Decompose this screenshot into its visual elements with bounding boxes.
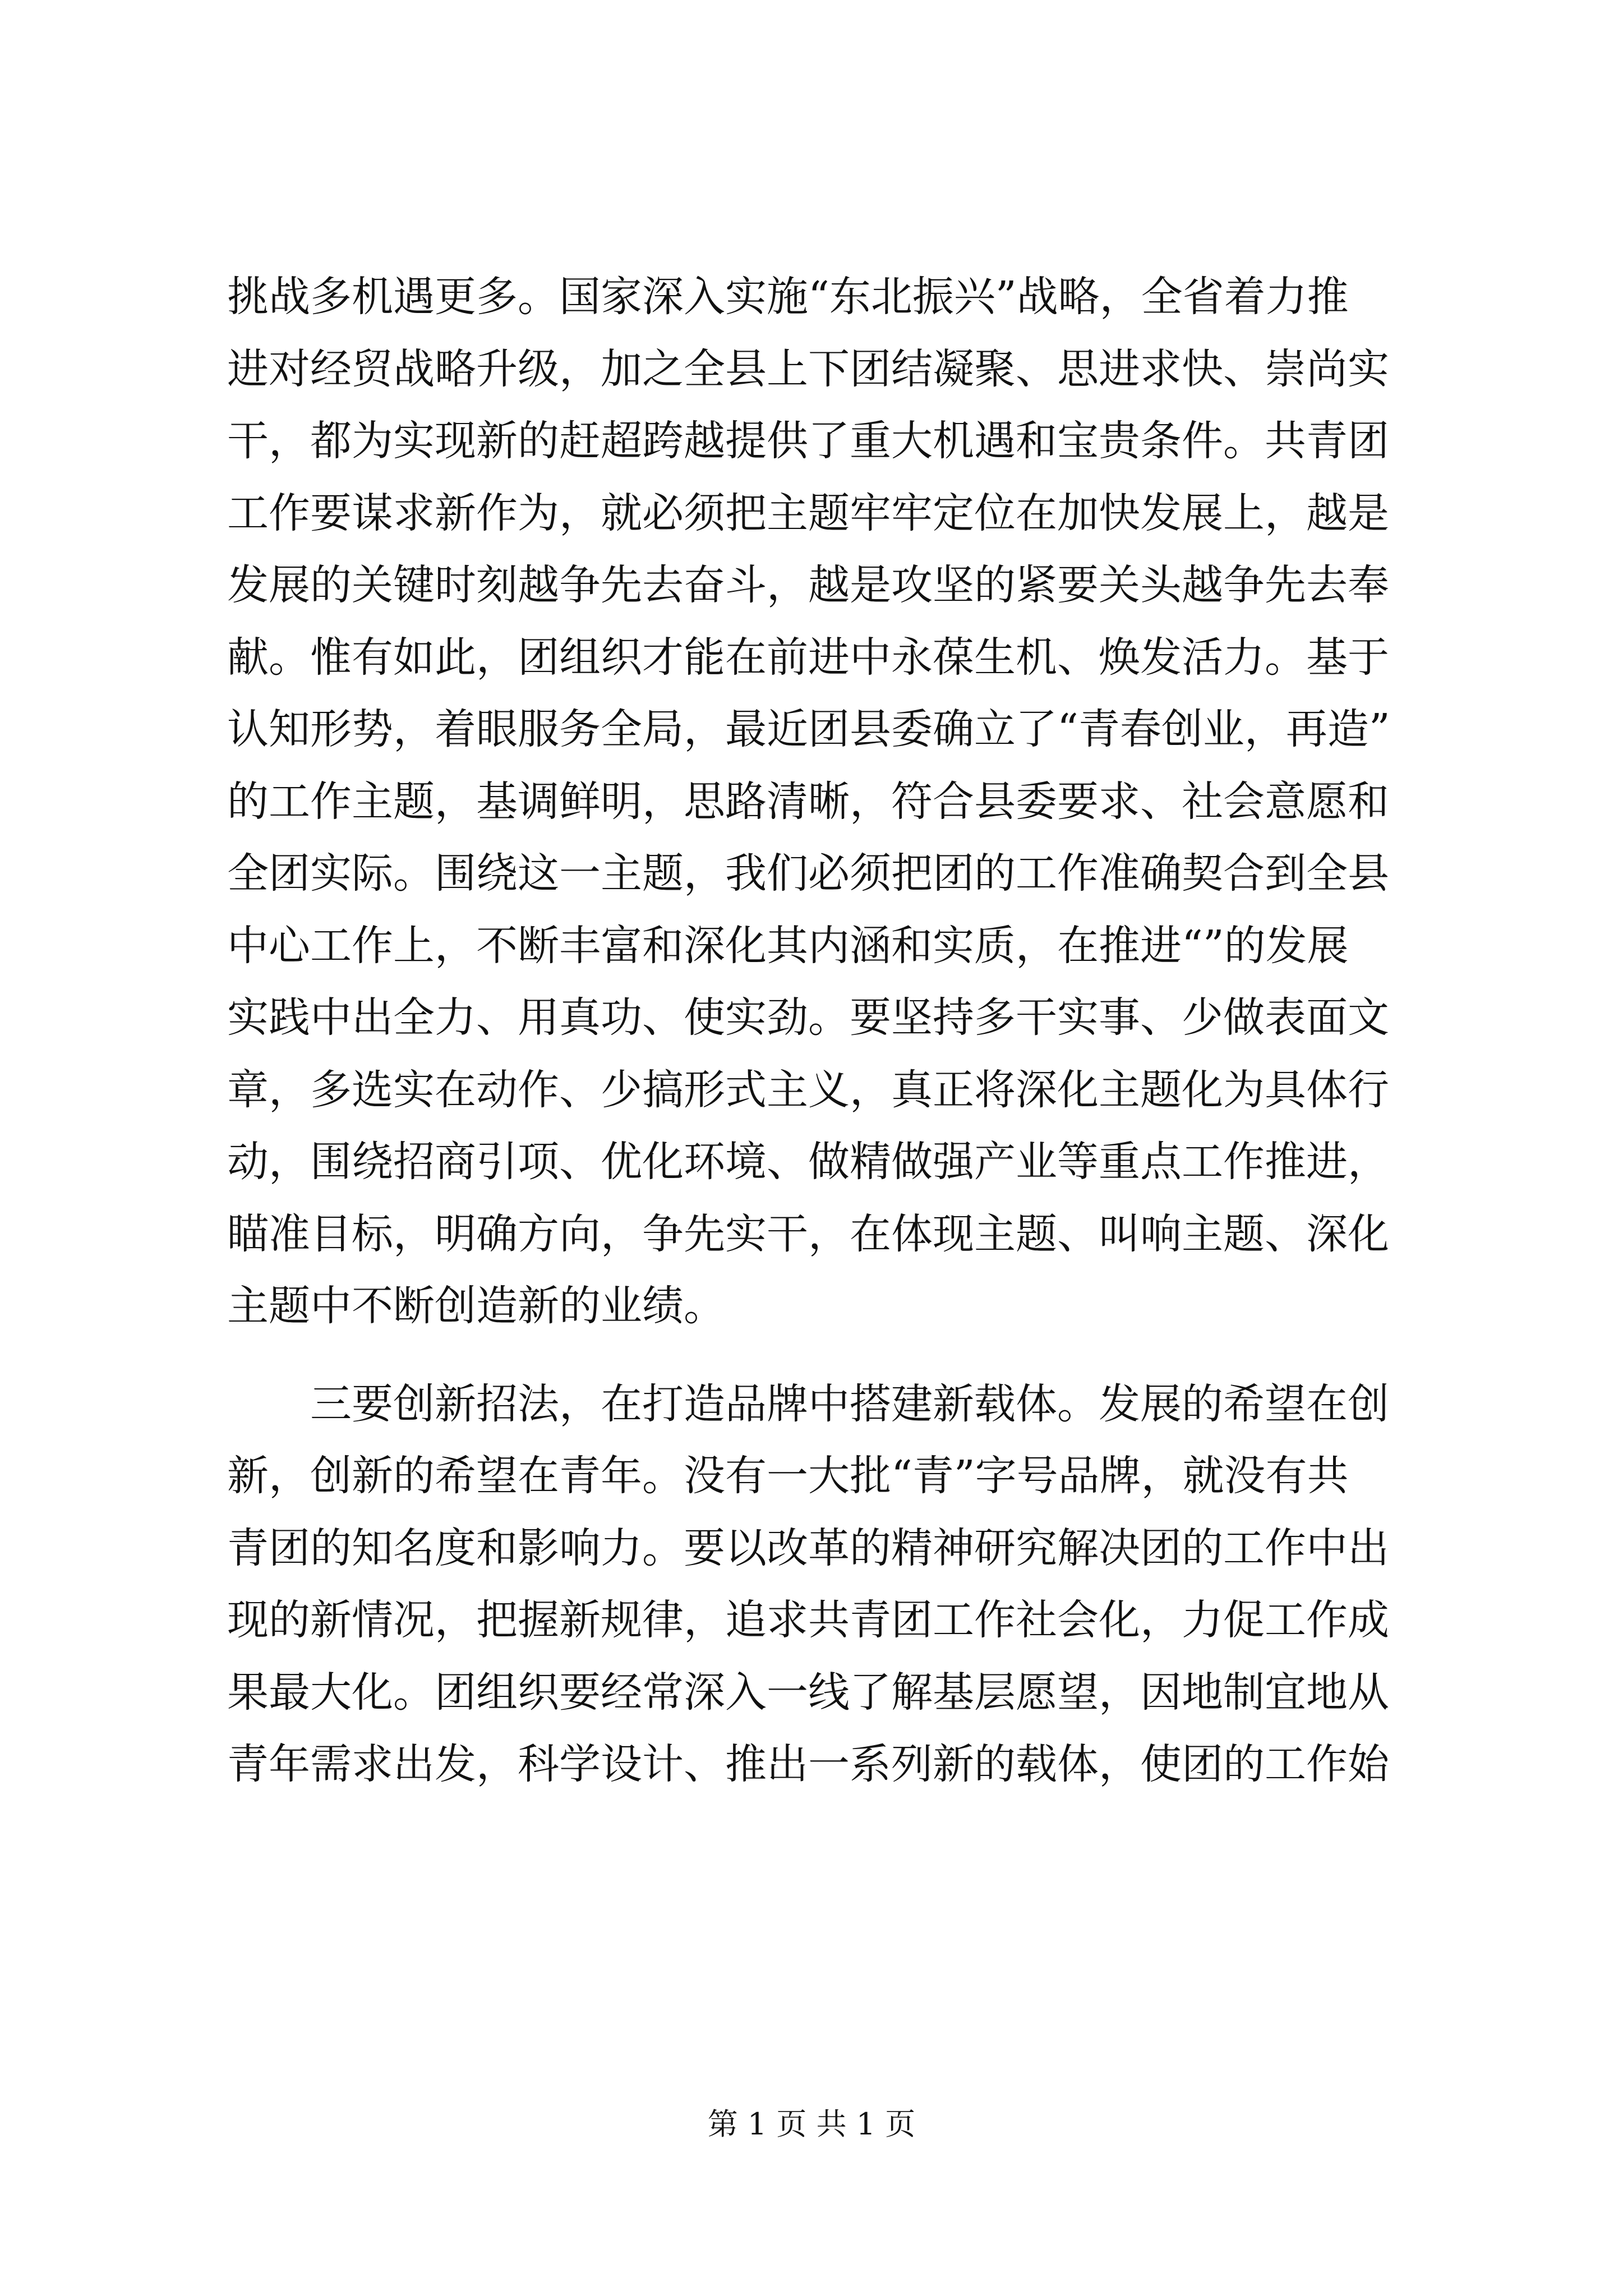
text-line: 瞄准目标，明确方向，争先实干，在体现主题、叫响主题、深化 [227,1209,1389,1258]
document-body [227,261,1433,1801]
text-line: 主题中不断创造新的业绩。 [227,1282,725,1330]
text-line: 工作要谋求新作为，就必须把主题牢牢定位在加快发展上，越是 [227,489,1389,537]
text-line: 三要创新招法，在打造品牌中搭建新载体。发展的希望在创 [227,1379,1389,1428]
text-line: 青年需求出发，科学设计、推出一系列新的载体，使团的工作始 [227,1740,1389,1788]
text-line: 认知形势，着眼服务全局，最近团县委确立了“青春创业，再造” [227,705,1390,753]
text-line: 中心工作上，不断丰富和深化其内涵和实质，在推进“”的发展 [227,921,1349,970]
text-line: 新，创新的希望在青年。没有一大批“青”字号品牌，就没有共 [227,1452,1349,1500]
text-line: 全团实际。围绕这一主题，我们必须把团的工作准确契合到全县 [227,849,1389,898]
text-line: 现的新情况，把握新规律，追求共青团工作社会化，力促工作成 [227,1596,1389,1644]
text-line: 青团的知名度和影响力。要以改革的精神研究解决团的工作中出 [227,1524,1389,1572]
paragraph-spacer [227,1342,1433,1368]
text-line: 进对经贸战略升级，加之全县上下团结凝聚、思进求快、崇尚实 [227,344,1389,393]
text-line: 的工作主题，基调鲜明，思路清晰，符合县委要求、社会意愿和 [227,777,1389,826]
text-line: 发展的关键时刻越争先去奋斗，越是攻坚的紧要关头越争先去奉 [227,561,1389,609]
text-line: 实践中出全力、用真功、使实劲。要坚持多干实事、少做表面文 [227,993,1389,1042]
text-line: 挑战多机遇更多。国家深入实施“东北振兴”战略，全省着力推 [227,273,1349,321]
text-line: 动，围绕招商引项、优化环境、做精做强产业等重点工作推进， [227,1138,1389,1186]
text-line: 干，都为实现新的赶超跨越提供了重大机遇和宝贵条件。共青团 [227,417,1389,465]
text-line: 献。惟有如此，团组织才能在前进中永葆生机、焕发活力。基于 [227,633,1389,682]
text-line: 果最大化。团组织要经常深入一线了解基层愿望，因地制宜地从 [227,1668,1389,1717]
text-line: 章，多选实在动作、少搞形式主义，真正将深化主题化为具体行 [227,1065,1389,1114]
page-footer: 第 1 页 共 1 页 [707,2106,916,2142]
